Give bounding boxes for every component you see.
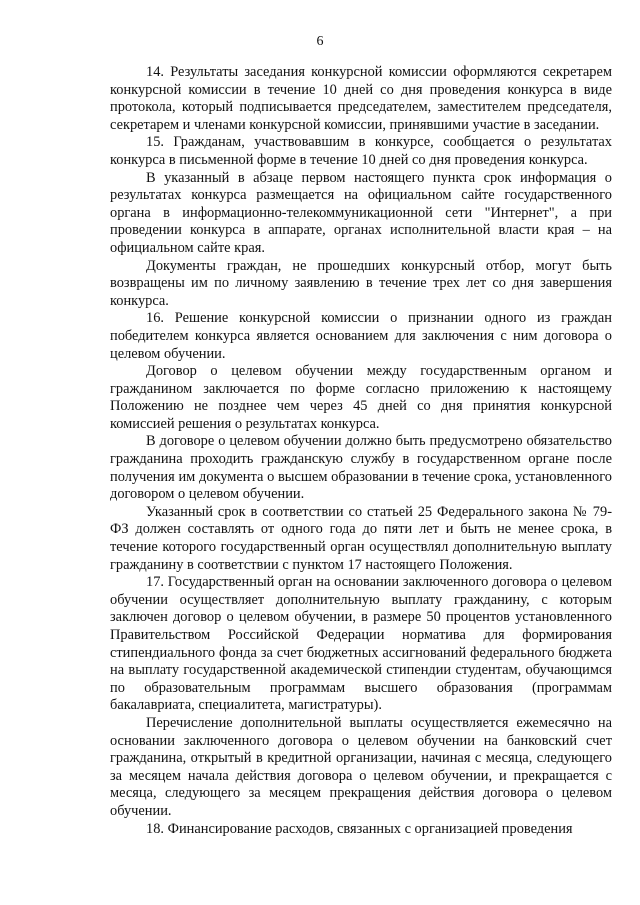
paragraph-17-transfer: Перечисление дополнительной выплаты осуществляется ежемесячно на основании заключенного договора о целевом обучении на банковский счет гражданина, открытый в кредитной организации, начиная с месяца, следующего за месяцем начала действия договора о целевом обучении, и прекращается с месяца, следующего за месяцем прекращения действия договора о целевом обучении. — [110, 714, 612, 819]
paragraph-15-info-publication: В указанный в абзаце первом настоящего пункта срок информация о результатах конкурса размещается на официальном сайте государственного органа в информационно-телекоммуникационной сети "Интернет", а при проведении конкурса в аппарате, органах исполнительной власти края – на официальном сайте края. — [110, 169, 612, 256]
page-number: 6 — [316, 34, 324, 49]
paragraph-15: 15. Гражданам, участвовавшим в конкурсе, сообщается о результатах конкурса в письменной форме в течение 10 дней со дня проведения конкурса. — [110, 134, 612, 168]
paragraph-18: 18. Финансирование расходов, связанных с организацией проведения — [146, 820, 573, 837]
document-body — [110, 64, 612, 838]
paragraph-16-contract-form: Договор о целевом обучении между государственным органом и гражданином заключается по форме согласно приложению к настоящему Положению не позднее чем через 45 дней со дня принятия конкурсной комиссией решения о результатах конкурса. — [110, 363, 612, 432]
paragraph-14: 14. Результаты заседания конкурсной комиссии оформляются секретарем конкурсной комиссии в течение 10 дней со дня проведения конкурса в виде протокола, который подписывается председателем, заместителем председателя, секретарем и членами конкурсной комиссии, принявшими участие в заседании. — [110, 64, 612, 133]
paragraph-16-obligation: В договоре о целевом обучении должно быть предусмотрено обязательство гражданина проходить гражданскую службу в государственном органе после получения им документа о высшем образовании в течение срока, установленного договором о целевом обучении. — [110, 433, 612, 503]
paragraph-16-term: Указанный срок в соответствии со статьей 25 Федерального закона № 79-ФЗ должен составлять от одного года до пяти лет и быть не менее срока, в течение которого государственный орган осуществлял дополнительную выплату гражданину в соответствии с пунктом 17 настоящего Положения. — [110, 503, 612, 573]
paragraph-16: 16. Решение конкурсной комиссии о признании одного из граждан победителем конкурса является основанием для заключения с ним договора о целевом обучении. — [110, 310, 612, 362]
paragraph-15-documents-return: Документы граждан, не прошедших конкурсный отбор, могут быть возвращены им по личному заявлению в течение трех лет со дня завершения конкурса. — [110, 257, 612, 309]
paragraph-17: 17. Государственный орган на основании заключенного договора о целевом обучении осуществляет дополнительную выплату гражданину, с которым заключен договор о целевом обучении, в размере 50 процентов установленного Правительством Российской Федерации норматива для формирования стипендиального фонда за счет бюджетных ассигнований федерального бюджета на выплату государственной академической стипендии студентам, обучающимся по образовательным программам высшего образования (программам бакалавриата, специалитета, магистратуры). — [110, 574, 612, 714]
